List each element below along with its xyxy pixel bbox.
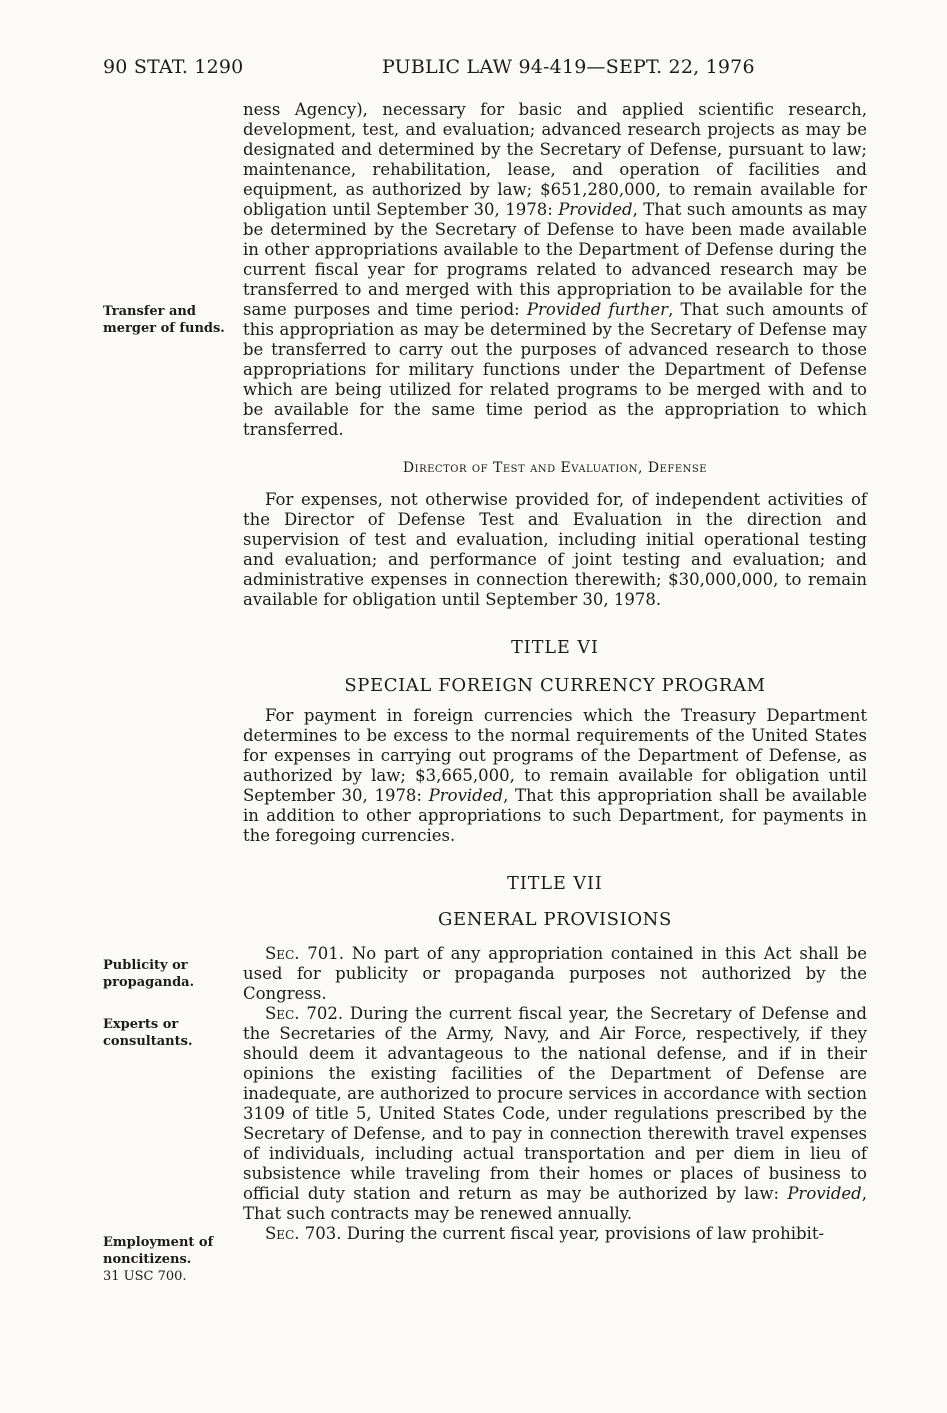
text-run: During the current fiscal year, the Secretary of Defense and the Secretaries of the Army, Navy, and Air Force, respectively, if they should deem it advantageous to the national defense, and if in their opinions the existing facilities of the Department of Defense are inadequate, are authorized to procure services in accordance with section 3109 of title 5, United States Code, under regulations prescribed by the Secretary of Defense, and to pay in connection therewith travel expenses of individuals, including actual transportation and per diem in lieu of subsistence while traveling from their homes or places of business to official duty station and return as may be authorized by law: (243, 1004, 867, 1203)
text-run: , That such contracts may be renewed annually. (243, 1184, 867, 1223)
section-label: Sec. 702. (265, 1004, 344, 1023)
text-run: , That this appropriation shall be available in addition to other appropriations to such Department, for payments in the foregoing currencies. (243, 786, 867, 845)
section-703 (243, 1224, 867, 1244)
title-vi-name: SPECIAL FOREIGN CURRENCY PROGRAM (344, 675, 766, 696)
margin-note-line: consultants. (103, 1034, 193, 1049)
margin-note-line: Employment of (103, 1235, 214, 1250)
text-run: , That such amounts as may be determined by the Secretary of Defense to have been made available in other appropriations available to the Department of Defense during the current fiscal year for programs related to advanced research may be transferred to and merged with this appropriation to be available for the same purposes and time period: (243, 200, 867, 319)
margin-note-line: merger of funds. (103, 321, 225, 336)
section-label: Sec. 701. (265, 944, 345, 963)
title-vi-heading: TITLE VI (511, 638, 599, 658)
paragraph-test-evaluation: For expenses, not otherwise provided for, of independent activities of the Director of Defense Test and Evaluation in the direction and supervision of test and evaluation, including initial operational testing and evaluation; and performance of joint testing and evaluation; and administrative expenses in connection therewith; $30,000,000, to remain available for obligation until September 30, 1978. (243, 490, 867, 609)
text-run: During the current fiscal year, provisions of law prohibit- (341, 1224, 825, 1243)
margin-note-transfer (103, 303, 233, 337)
margin-note-line: Publicity or (103, 958, 188, 973)
public-law-reference: PUBLIC LAW 94-419—SEPT. 22, 1976 (382, 56, 755, 78)
text-run: No part of any appropriation contained in this Act shall be used for publicity or propaganda purposes not authorized by the Congress. (243, 944, 867, 1003)
section-label: Sec. 703. (265, 1224, 342, 1243)
document-body (243, 100, 867, 1244)
page-header (103, 56, 870, 82)
margin-note-citation: 31 USC 700. (103, 1269, 187, 1284)
margin-note-employment (103, 1234, 233, 1285)
text-run: , That such amounts of this appropriation as may be determined by the Secretary of Defense may be transferred to carry out the purposes of advanced research to those appropriations for military functions under the Department of Defense which are being utilized for related programs to be merged with and to be available for the same time period as the appropriation to which transferred. (243, 300, 867, 439)
title-vii-name: GENERAL PROVISIONS (438, 909, 672, 930)
paragraph-research-appropriation (243, 100, 867, 440)
margin-note-experts (103, 1016, 233, 1050)
margin-note-line: Transfer and (103, 304, 196, 319)
section-701 (243, 944, 867, 1004)
margin-note-line: Experts or (103, 1017, 179, 1032)
section-heading-test-evaluation: Director of Test and Evaluation, Defense (402, 460, 708, 476)
margin-note-line: noncitizens. (103, 1252, 192, 1267)
italic-provided: Provided (428, 786, 504, 805)
italic-provided: Provided (558, 200, 633, 219)
italic-provided: Provided (787, 1184, 862, 1203)
margin-note-publicity (103, 957, 233, 991)
text-run: ness Agency), necessary for basic and applied scientific research, development, test, and evaluation; advanced research projects as may be designated and determined by the Secretary of Defense, pursuant to law; maintenance, rehabilitation, lease, and operation of facilities and equipment, as authorized by law; $651,280,000, to remain available for obligation until September 30, 1978: (243, 100, 867, 219)
text-run: For payment in foreign currencies which the Treasury Department determines to be excess to the normal requirements of the United States for expenses in carrying out programs of the Department of Defense, as authorized by law; $3,665,000, to remain available for obligation until September 30, 1978: (243, 706, 867, 805)
section-702 (243, 1004, 867, 1224)
italic-provided-further: Provided further (526, 300, 669, 319)
paragraph-foreign-currency (243, 706, 867, 846)
title-vii-heading: TITLE VII (507, 874, 603, 894)
margin-note-line: propaganda. (103, 975, 195, 990)
statute-page-reference: 90 STAT. 1290 (103, 56, 244, 78)
